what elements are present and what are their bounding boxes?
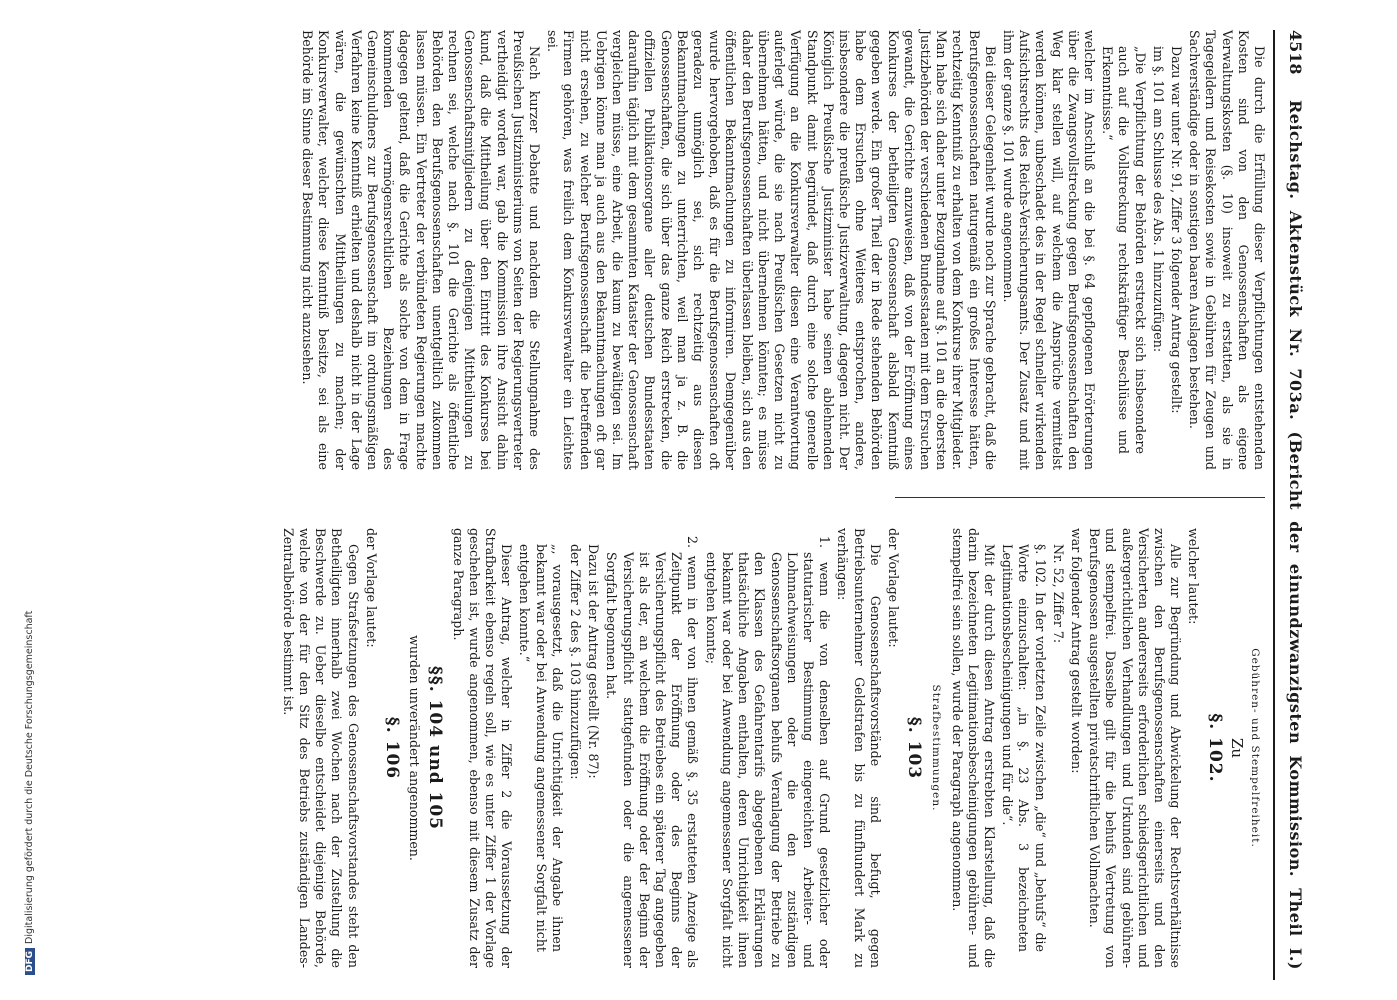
rotated-sheet	[75, 30, 1305, 980]
footer-text: Digitalisierung gefördert durch die Deutsche Forschungsgemeinschaft	[24, 610, 35, 944]
zu-label: Zu	[1227, 737, 1246, 759]
paragraph: Gegen Strafsetzungen des Genossenschaftsvorstandes steht den Betheiligten innerhalb zwei Wochen nach der Zustellung die Beschwerde zu. Ueber dieselbe entscheidet diejenige Behörde, welche von der für den Sitz des Betriebs zuständigen Landes-Zentralbehörde bestimmt ist.	[280, 528, 361, 968]
section-caption: Gebühren- und Stempelfreiheit.	[1249, 648, 1261, 848]
running-title: Reichstag. Aktenstück Nr. 703a. (Bericht der einundzwanzigsten Kommission. Theil I.)	[1286, 100, 1305, 970]
right-column	[278, 528, 1267, 968]
paragraph: welcher im Anschluß an die bei §. 64 gepflogenen Erörterungen über die Zwangsvollstreckung gegen Berufsgenossenschaften den Weg klar stellen will, auf welchem die Ansprüche vermittelst werden können, unbeschadet des in der Regel schneller wirkenden Aufsichtsrechts des Reichs-Versicherungsamts. Der Zusatz und mit ihm der ganze §. 101 wurde angenommen.	[1000, 30, 1097, 470]
paragraph: war folgender Antrag gestellt worden:	[1068, 528, 1084, 774]
list-item: 2. wenn in der von ihnen gemäß §. 35 erstatteten Anzeige als Zeitpunkt der Eröffnung oder des Beginns der Versicherungspflicht des Betriebes ein späterer Tag angegeben ist als der, an welchem die Eröffnung oder der Beginn der Versicherungspflicht stattgefunden oder die angemessener Sorgfalt begonnen hat.	[604, 536, 701, 968]
section-caption: Strafbestimmungen.	[930, 684, 943, 812]
paragraph: Alle zur Begründung und Abwickelung der Rechtsverhältnisse zwischen den Berufsgenossenschaften einerseits und den Versicherten andererseits erforderlichen schiedsgerichtlichen und außergerichtlichen Verhandlungen und Urkunden sind gebühren- und stempelfrei. Dasselbe gilt für die behufs Vertretung von Berufsgenossen ausgestellten privatschriftlichen Vollmachten.	[1087, 528, 1184, 968]
digitization-footer	[24, 15, 35, 975]
section-heading-103: §. 103	[904, 716, 925, 780]
paragraph: der Vorlage lautet:	[885, 528, 901, 648]
paragraph: Dieser Antrag, welcher in Ziffer 2 die Voraussetzung der Strafbarkeit ebenso regeln soll, wie es unter Ziffer 1 der Vorlage geschehen ist, wurde angenommen, ebenso mit diesem Zusatz der ganze Paragraph.	[450, 528, 515, 968]
list-item: 1. wenn die von denselben auf Grund gesetzlicher oder statutarischer Bestimmung eingereichten Arbeiter- und Lohnnachweisungen oder die den zuständigen Genossenschaftsorganen behufs Veranlagung der Betriebe zu den Klassen des Gefahrentarifs abgegebenen Erklärungen thatsächliche Angaben enthalten, deren Unrichtigkeit ihnen bekannt war oder bei Anwendung angemessener Sorgfalt nicht entgehen konnte;	[703, 536, 833, 968]
paragraph: der Vorlage lautet:	[363, 528, 379, 648]
dfg-logo: DFG	[25, 948, 35, 975]
paragraph: Mit der durch diesen Antrag erstrebten Klarstellung, daß die darin bezeichneten Legitimationsbescheinigungen gebühren- und stempelfrei sein sollen, wurde der Paragraph angenommen.	[949, 528, 997, 968]
paragraph: Dazu ist der Antrag gestellt (Nr. 87):	[586, 544, 602, 779]
quoted-amendment: „Die Verpflichtung der Behörden erstreckt sich insbesondere auch auf die Vollstreckung rechtskräftiger Beschlüsse und Erkenntnisse.“	[1100, 46, 1148, 454]
paragraph: Nr. 52, Ziffer 7:	[1050, 544, 1066, 644]
page-header	[1281, 30, 1305, 980]
section-heading-102: §. 102.	[1204, 713, 1225, 783]
paragraph: Nach kurzer Debatte und nachdem die Stellungnahme des Preußischen Justizministeriums von Seiten der Regierungsvertreter vertheidigt worden war, gab die Kommission ihre Ansicht dahin kund, daß die Mittheilung über den Eintritt des Konkurses bei Genossenschaftsmitgliedern zu denjenigen Mittheilungen zu rechnen sei, welche nach §. 101 die Gerichte als öffentliche Behörden den Berufsgenossenschaften unentgeltlich zukommen lassen müssen. Ein Vertreter der verbündeten Regierungen machte dagegen geltend, daß die Gerichte als solche von dem in Frage kommenden vermögensrechtlichen Beziehungen des Gemeinschuldners zur Berufsgenossenschaft im ordnungsmäßigen Verfahren keine Kenntniß erhielten und deshalb nicht in der Lage wären, die gewünschten Mittheilungen zu machen; der Konkursverwalter, welcher diese Kenntniß besitze, sei als eine Behörde im Sinne dieser Bestimmung nicht anzusehen.	[300, 30, 543, 470]
section-heading-104-105: §§. 104 und 105	[425, 665, 446, 831]
left-column	[297, 30, 1267, 470]
quoted-amendment: „, vorausgesetzt, daß die Unrichtigkeit der Angabe ihnen bekannt war oder bei Anwendung angemessener Sorgfalt nicht entgehen konnte.“	[517, 544, 565, 952]
section-heading-106: §. 106	[382, 716, 403, 780]
page-number: 4518	[1286, 30, 1305, 75]
paragraph: welcher lautet:	[1186, 528, 1202, 625]
paragraph: Bei dieser Gelegenheit wurde noch zur Sprache gebracht, daß die Berufsgenossenschaften naturgemäß ein großes Interesse hätten, rechtzeitig Kenntniß zu erhalten von dem Konkurse ihrer Mitglieder. Man habe sich daher unter Bezugnahme auf §. 101 an die obersten Justizbehörden der verschiedenen Bundesstaaten mit dem Ersuchen gewandt, die Gerichte anzuweisen, daß von der Eröffnung eines Konkurses der betheiligten Genossenschaft alsbald Kenntniß gegeben werde. Ein großer Theil der in Rede stehenden Behörden habe dem Ersuchen ohne Weiteres entsprochen, andere, insbesondere die preußische Justizverwaltung, dagegen nicht. Der Königlich Preußische Justizminister habe seinen ablehnenden Standpunkt damit begründet, daß durch eine solche generelle Verfügung an die Konkursverwalter diesen eine Verantwortung auferlegt würde, die sie nach Preußischen Gesetzen nicht zu übernehmen hätten, und nicht übernehmen könnten; es müsse daher den Berufsgenossenschaften überlassen bleiben, sich aus den öffentlichen Bekanntmachungen zu informiren. Demgegenüber wurde hervorgehoben, daß es für die Berufsgenossenschaften oft geradezu unmöglich sei, sich rechtzeitig aus diesen Bekanntmachungen zu unterrichten, weil man ja z. B. die Genossenschaften, die sich über das ganze Reich erstrecken, die offiziellen Publikationsorgane aller deutschen Bundesstaaten daraufhin täglich mit dem gesammten Kataster der Genossenschaft vergleichen müsse, eine Arbeit, die kaum zu bewältigen sei. Im Uebrigen könne man ja auch aus den Bekanntmachungen oft gar nicht ersehen, zu welcher Berufsgenossenschaft die betreffenden Firmen gehören, was freilich dem Konkursverwalter ein Leichtes sei.	[545, 30, 998, 470]
paragraph: Dazu war unter Nr. 91, Ziffer 3 folgender Antrag gestellt:	[1168, 46, 1184, 414]
paragraph: der Ziffer 2 des §. 103 hinzuzufügen:	[568, 544, 584, 780]
paragraph: wurden unverändert angenommen.	[407, 635, 423, 861]
header-rule	[1273, 30, 1275, 980]
column-separator	[895, 497, 1265, 498]
paragraph: im §. 101 am Schlusse des Abs. 1 hinzuzufügen:	[1150, 46, 1166, 353]
paragraph: Die durch die Erfüllung dieser Verpflichtungen entstehenden Kosten sind von den Genossenschaften als eigene Verwaltungskosten (§. 10) insoweit zu erstatten, als sie in Tagegeldern und Reisekosten sowie in Gebühren für Zeugen und Sachverständige oder in sonstigen baaren Auslagen bestehen.	[1187, 30, 1267, 470]
quoted-amendment: §. 102. In der vorletzten Zeile zwischen „die“ und „behufs“ die Worte einzuschalten: „in §. 23 Abs. 3 bezeichneten Legitimationsbescheinigungen und für die“.	[1000, 544, 1048, 952]
paragraph: Die Genossenschaftsvorstände sind befugt, gegen Betriebsunternehmer Geldstrafen bis zu fünfhundert Mark zu verhängen:	[835, 528, 883, 968]
